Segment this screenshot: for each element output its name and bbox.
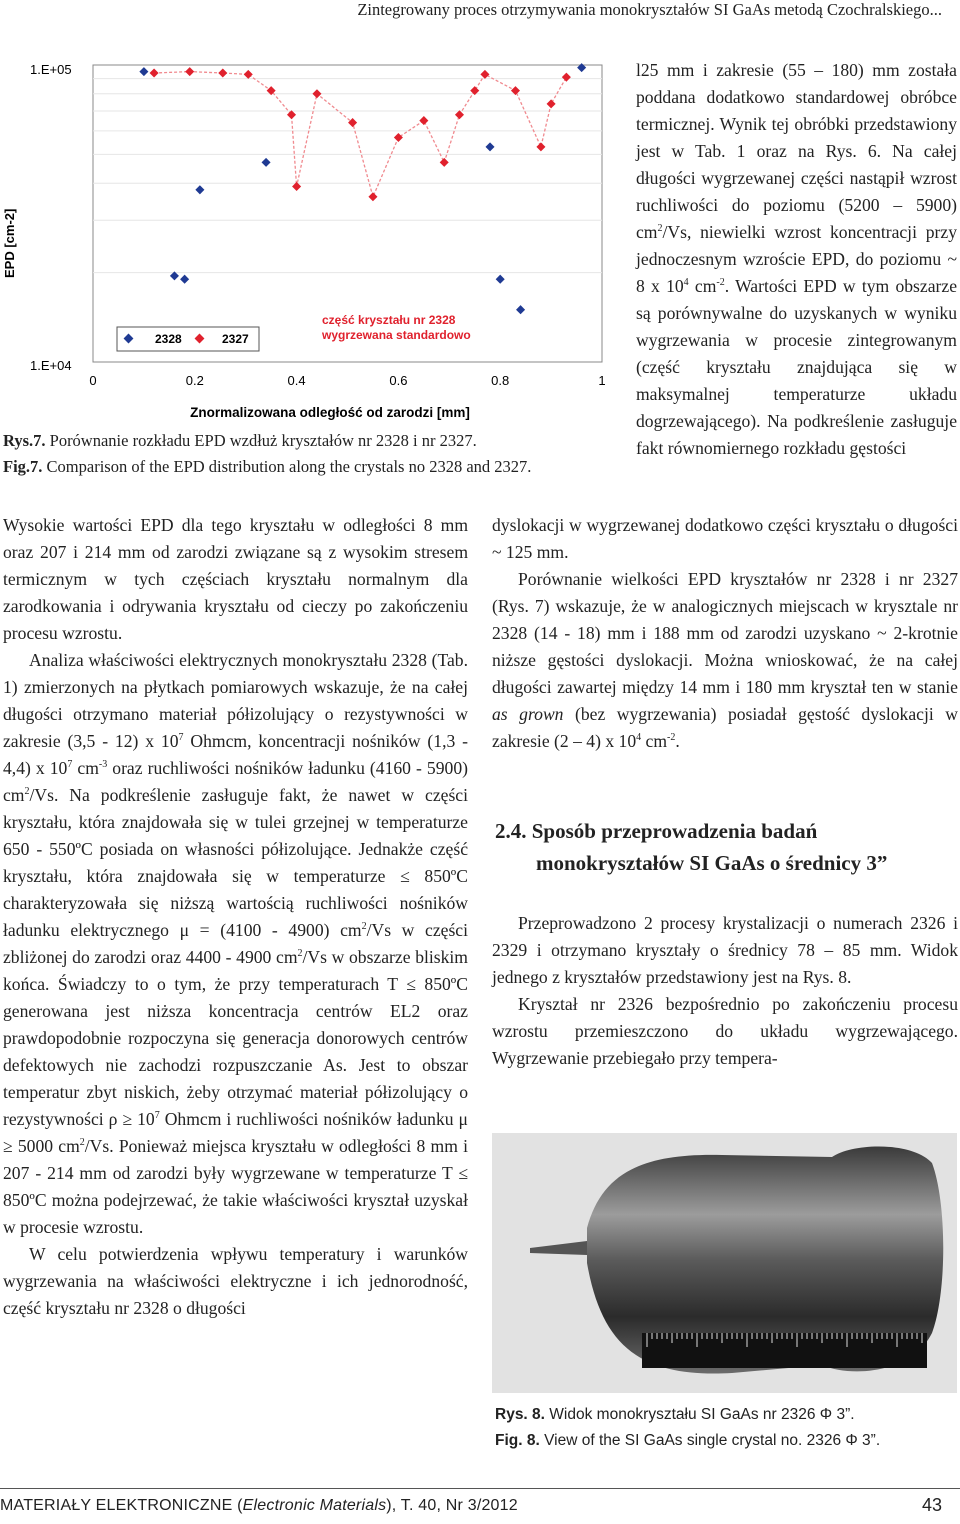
section-title-line-1: Sposób przeprowadzenia badań <box>531 819 818 843</box>
right-column <box>492 512 958 755</box>
text-run: Porównanie wielkości EPD kryształów nr 2328 i nr 2327 (Rys. 7) wskazuje, że w analogicznych miejscach w krysztale nr 2328 (14 - 18) mm i 188 mm od zarodzi uzyskano ~ 2-krotnie niższe gęstości dyslokacji. Można wnioskować, że na całej długości zawartej między 14 mm i 180 mm kryształ ten w stanie <box>492 569 958 697</box>
running-header: Zintegrowany proces otrzymywania monokryształów SI GaAs metodą Czochralskiego... <box>357 0 942 19</box>
legend-label-2327: 2327 <box>222 332 249 346</box>
x-axis-label: Znormalizowana odległość od zarodzi [mm] <box>190 405 470 420</box>
figure-7-caption <box>3 428 619 480</box>
right-paragraph-3: Przeprowadzono 2 procesy krystalizacji o numerach 2326 i 2329 i otrzymano kryształy o średnicy 78 – 85 mm. Widok jednego z kryształów przedstawiony jest na Rys. 8. <box>492 913 958 987</box>
text-run: /Vs, niewielki wzrost koncentracji przy jednoczesnym wzroście EPD, do poziomu ~ 8 x 10 <box>636 222 957 296</box>
text-run: Ohmcm i ruchliwości nośników ładunku μ ≥ 5000 cm <box>3 1109 468 1156</box>
footer-text: ), T. 40, Nr 3/2012 <box>386 1497 518 1514</box>
x-tick-label: 0.2 <box>185 373 204 388</box>
right-paragraph-4: Kryształ nr 2326 bezpośrednio po zakończeniu procesu wzrostu przemieszczono do układu wygrzewającego. Wygrzewanie przebiegało przy tempera- <box>492 994 958 1068</box>
superscript: 7 <box>154 1110 160 1121</box>
fig8-label-pl: Rys. 8. <box>495 1406 545 1423</box>
annotation-line-1: część kryształu nr 2328 <box>322 313 456 327</box>
superscript: 4 <box>636 732 642 743</box>
superscript: 7 <box>67 759 73 770</box>
journal-footer <box>0 1497 518 1515</box>
footer-text-italic: Electronic Materials <box>242 1497 387 1514</box>
left-paragraph-2 <box>3 647 468 1241</box>
chart-legend <box>117 327 259 351</box>
right-paragraph-2 <box>492 566 958 755</box>
right-column-top <box>636 57 957 462</box>
left-column <box>3 512 468 1322</box>
right-paragraph-1-end: dyslokacji w wygrzewanej dodatkowo części kryształu o długości ~ 125 mm. <box>492 515 958 562</box>
fig7-text-pl: Porównanie rozkładu EPD wzdłuż kryształów nr 2328 i nr 2327. <box>45 431 477 450</box>
fig7-label-pl: Rys.7. <box>3 431 46 450</box>
text-run: . Wartości EPD w tym obszarze są porównywalne do uzyskanych w wyniku wygrzewania w procesie zintegrowanym (część kryształu znajdująca się w maksymalnej temperaturze układu dogrzewającego). Na podkreślenie zasługuje fakt równomiernego rozkładu gęstości <box>636 276 957 458</box>
epd-chart <box>0 58 615 428</box>
fig7-text-en: Comparison of the EPD distribution along the crystals no 2328 and 2327. <box>42 457 532 476</box>
text-run: /Vs w części zbliżonej do zarodzi oraz 4400 - 4900 cm <box>3 920 468 967</box>
fig8-text-pl: Widok monokryształu SI GaAs nr 2326 Φ 3”. <box>544 1406 855 1423</box>
text-run: /Vs w obszarze bliskim końca. Świadczy to o tym, że przy temperaturach T ≤ 850ºC generowana jest niższa koncentracja centrów EL2 oraz prawdopodobnie rozpoczyna się generacja donorowych centrów defektowych nie zachodzi rozpuszczanie As. Jest to obszar temperatur zbyt niskich, żeby otrzymać materiał półizolujący o rezystywności ρ ≥ 10 <box>3 947 468 1129</box>
x-tick-label: 1 <box>598 373 606 388</box>
y-axis-label: EPD [cm-2] <box>2 208 17 278</box>
x-tick-label: 0.4 <box>287 373 306 388</box>
text-run: Ohmcm, koncentracji nośników (1,3 - 4,4) x 10 <box>3 731 469 778</box>
text-run: cm <box>641 731 668 751</box>
ruler <box>642 1333 927 1368</box>
x-tick-labels <box>89 373 605 388</box>
superscript: -2 <box>716 277 725 288</box>
footer-rule <box>0 1488 960 1489</box>
right-column-lower <box>492 910 958 1072</box>
text-run: oraz ruchliwości nośników ładunku (4160 - 5900) cm <box>3 758 468 805</box>
section-heading <box>495 815 960 879</box>
x-tick-label: 0.6 <box>389 373 408 388</box>
y-tick-labels <box>30 62 72 373</box>
section-title-line-2: monokryształów SI GaAs o średnicy 3” <box>536 851 888 875</box>
superscript: 2 <box>24 786 30 797</box>
page-number: 43 <box>921 1495 942 1515</box>
annotation-line-2: wygrzewana standardowo <box>322 328 471 342</box>
figure-8-caption <box>495 1402 960 1454</box>
fig8-text-en: View of the SI GaAs single crystal no. 2326 Φ 3”. <box>539 1432 881 1449</box>
x-tick-label: 0 <box>89 373 97 388</box>
footer-text: MATERIAŁY ELEKTRONICZNE ( <box>0 1497 243 1514</box>
superscript: 2 <box>79 1137 85 1148</box>
text-run: cm <box>688 276 717 296</box>
left-paragraph-3: W celu potwierdzenia wpływu temperatury i warunków wygrzewania na właściwości elektryczne i ich jednorodność, część kryształu nr 2328 o długości <box>3 1244 468 1318</box>
superscript: 7 <box>178 732 184 743</box>
right-paragraph-1 <box>636 57 957 462</box>
section-number: 2.4. <box>495 819 527 843</box>
superscript: 2 <box>657 223 663 234</box>
x-tick-label: 0.8 <box>491 373 510 388</box>
superscript: 2 <box>361 921 367 932</box>
superscript: 2 <box>297 948 303 959</box>
text-run: /Vs. Na podkreślenie zasługuje fakt, że nawet w części kryształu, która znajdowała się w tulei grzejnej w temperaturze 650 - 550ºC posiada on własności półizolujące. Jednakże część kryształu, która znajdowała się w temperaturze ≤ 850ºC charakteryzowała się niższą wartością ruchliwości nośników ładunku elektrycznego μ = (4100 - 4900) cm <box>3 785 468 940</box>
fig7-label-en: Fig.7. <box>3 457 43 476</box>
text-run: . <box>675 731 680 751</box>
legend-label-2328: 2328 <box>155 332 182 346</box>
italic-term: as grown <box>492 704 564 724</box>
text-run: /Vs. Ponieważ miejsca kryształu w odległości 8 mm i 207 - 214 mm od zarodzi były wygrzewane w temperaturze T ≤ 850ºC można podejrzewać, że takie właściwości kryształ uzyskał w procesie wzrostu. <box>3 1136 468 1237</box>
text-run: Analiza właściwości elektrycznych monokryształu 2328 (Tab. 1) zmierzonych na płytkach pomiarowych wskazuje, że na całej długości otrzymano materiał półizolujący o rezystywności w zakresie (3,5 - 12) x 10 <box>3 650 468 751</box>
left-paragraph-1: Wysokie wartości EPD dla tego kryształu w odległości 8 mm oraz 207 i 214 mm od zarodzi związane są z wysokim stresem termicznym w tych częściach kryształu normalnym dla zarodkowania i odrywania kryształu od cieczy po zakończeniu procesu wzrostu. <box>3 515 468 643</box>
superscript: -3 <box>98 759 108 770</box>
superscript: 4 <box>683 277 689 288</box>
fig8-label-en: Fig. 8. <box>495 1432 540 1449</box>
y-tick-bottom: 1.E+04 <box>30 358 72 373</box>
crystal-photo <box>492 1133 957 1393</box>
y-tick-top: 1.E+05 <box>30 62 72 77</box>
text-run: cm <box>72 758 99 778</box>
text-run: (bez wygrzewania) posiadał gęstość dyslokacji w zakresie (2 – 4) x 10 <box>492 704 958 751</box>
text-run: l25 mm i zakresie (55 – 180) mm została poddana dodatkowo standardowej obróbce termicznej. Wynik tej obróbki przedstawiony jest w Tab. 1 oraz na Rys. 6. Na całej długości wygrzewanej części nastąpił wzrost ruchliwości do poziomu (5200 – 5900) cm <box>636 60 957 242</box>
superscript: -2 <box>667 732 676 743</box>
